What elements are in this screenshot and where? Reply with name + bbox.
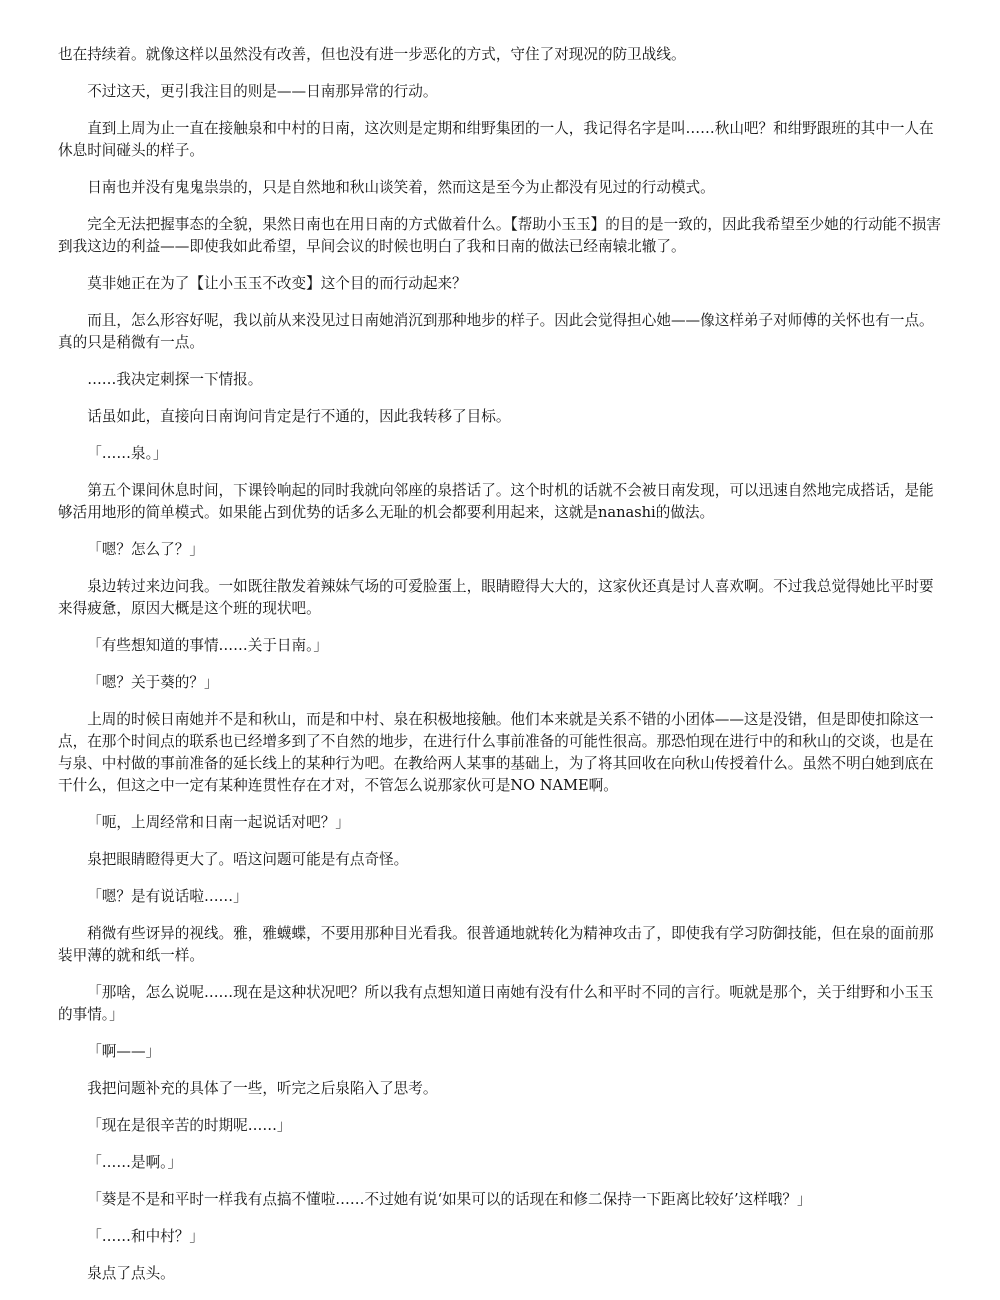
dialogue-line: 「嗯？是有说话啦……」 [87,888,248,905]
paragraph: 第五个课间休息时间，下课铃响起的同时我就向邻座的泉搭话了。这个时机的话就不会被日南发现，可以迅速自然地完成搭话，是能够活用地形的简单模式。如果能占到优势的话多么无耻的机会都要利用起来，这就是nanashi的做法。 [58,482,934,521]
paragraph: 泉把眼睛瞪得更大了。唔这问题可能是有点奇怪。 [87,851,409,868]
paragraph: 日南也并没有鬼鬼祟祟的，只是自然地和秋山谈笑着，然而这是至今为止都没有见过的行动模式。 [87,179,715,196]
paragraph: 完全无法把握事态的全貌，果然日南也在用日南的方式做着什么。【帮助小玉玉】的目的是一致的，因此我希望至少她的行动能不损害到我这边的利益——即使我如此希望，早间会议的时候也明白了我和日南的做法已经南辕北辙了。 [58,216,941,255]
paragraph: ……我决定刺探一下情报。 [87,371,263,388]
paragraph: 稍微有些讶异的视线。雅，雅蠛蝶，不要用那种目光看我。很普通地就转化为精神攻击了，即使我有学习防御技能，但在泉的面前那装甲薄的就和纸一样。 [58,925,934,964]
dialogue-line: 「嗯？关于葵的？」 [87,674,219,691]
document-body [58,44,942,1300]
dialogue-line: 「那啥，怎么说呢……现在是这种状况吧？所以我有点想知道日南她有没有什么和平时不同的言行。呃就是那个，关于绀野和小玉玉的事情。」 [58,984,934,1023]
paragraph: 不过这天，更引我注目的则是——日南那异常的行动。 [87,83,438,100]
dialogue-line: 「啊——」 [87,1043,161,1060]
paragraph: 莫非她正在为了【让小玉玉不改变】这个目的而行动起来？ [87,275,467,292]
paragraph: 泉边转过来边问我。一如既往散发着辣妹气场的可爱脸蛋上，眼睛瞪得大大的，这家伙还真是讨人喜欢啊。不过我总觉得她比平时要来得疲惫，原因大概是这个班的现状吧。 [58,578,934,617]
dialogue-line: 「有些想知道的事情……关于日南。」 [87,637,328,654]
paragraph: 话虽如此，直接向日南询问肯定是行不通的，因此我转移了目标。 [87,408,511,425]
paragraph: 也在持续着。就像这样以虽然没有改善，但也没有进一步恶化的方式，守住了对现况的防卫战线。 [58,46,686,63]
paragraph: 上周的时候日南她并不是和秋山，而是和中村、泉在积极地接触。他们本来就是关系不错的小团体——这是没错，但是即使扣除这一点，在那个时间点的联系也已经增多到了不自然的地步，在进行什么事前准备的可能性很高。那恐怕现在进行中的和秋山的交谈，也是在与泉、中村做的事前准备的延长线上的某种行为吧。在教给两人某事的基础上，为了将其回收在向秋山传授着什么。虽然不明白她到底在干什么，但这之中一定有某种连贯性存在才对，不管怎么说那家伙可是NO NAME啊。 [58,711,934,794]
dialogue-line: 「葵是不是和平时一样我有点搞不懂啦……不过她有说‘如果可以的话现在和修二保持一下距离比较好’这样哦？」 [87,1191,812,1208]
dialogue-line: 「……和中村？」 [87,1228,204,1245]
paragraph: 我把问题补充的具体了一些，听完之后泉陷入了思考。 [87,1080,438,1097]
paragraph: 泉点了点头。 [87,1265,175,1282]
dialogue-line: 「呃，上周经常和日南一起说话对吧？」 [87,814,350,831]
paragraph: 而且，怎么形容好呢，我以前从来没见过日南她消沉到那种地步的样子。因此会觉得担心她——像这样弟子对师傅的关怀也有一点。真的只是稍微有一点。 [58,312,934,351]
dialogue-line: 「嗯？怎么了？」 [87,541,204,558]
dialogue-line: 「……是啊。」 [87,1154,183,1171]
dialogue-line: 「……泉。」 [87,445,168,462]
paragraph: 直到上周为止一直在接触泉和中村的日南，这次则是定期和绀野集团的一人，我记得名字是叫……秋山吧？和绀野跟班的其中一人在休息时间碰头的样子。 [58,120,934,159]
dialogue-line: 「现在是很辛苦的时期呢……」 [87,1117,292,1134]
